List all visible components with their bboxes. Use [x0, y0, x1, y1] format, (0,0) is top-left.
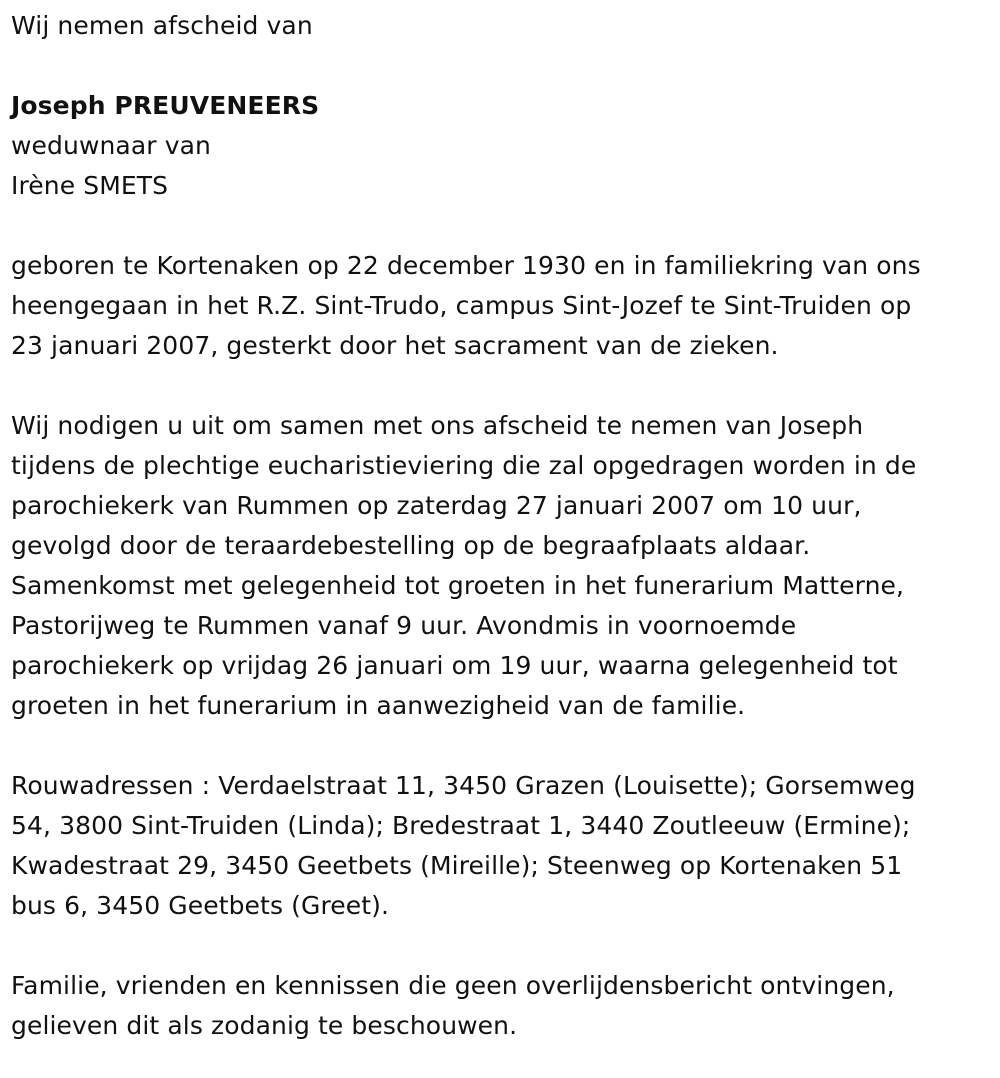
text-line: parochiekerk op vrijdag 26 januari om 19 uur, waarna gelegenheid tot [11, 651, 898, 680]
text-line: gevolgd door de teraardebestelling op de begraafplaats aldaar. [11, 531, 811, 560]
death-notice [11, 6, 986, 1046]
text-line: Wij nodigen u uit om samen met ons afscheid te nemen van Joseph [11, 411, 864, 440]
text-line: tijdens de plechtige eucharistieviering die zal opgedragen worden in de [11, 451, 917, 480]
text-line: Samenkomst met gelegenheid tot groeten in het funerarium Matterne, [11, 571, 905, 600]
text-line: Rouwadressen : Verdaelstraat 11, 3450 Grazen (Louisette); Gorsemweg [11, 771, 916, 800]
addresses-paragraph [11, 766, 986, 926]
text-line: Familie, vrienden en kennissen die geen overlijdensbericht ontvingen, [11, 971, 895, 1000]
spouse-name: Irène SMETS [11, 171, 169, 200]
text-line: 23 januari 2007, gesterkt door het sacrament van de zieken. [11, 331, 779, 360]
text-line: Kwadestraat 29, 3450 Geetbets (Mireille); Steenweg op Kortenaken 51 [11, 851, 903, 880]
closing-paragraph [11, 966, 986, 1046]
text-line: geboren te Kortenaken op 22 december 1930 en in familiekring van ons [11, 251, 921, 280]
text-line: 54, 3800 Sint-Truiden (Linda); Bredestraat 1, 3440 Zoutleeuw (Ermine); [11, 811, 911, 840]
text-line: gelieven dit als zodanig te beschouwen. [11, 1011, 518, 1040]
text-line: heengegaan in het R.Z. Sint-Trudo, campus Sint-Jozef te Sint-Truiden op [11, 291, 912, 320]
text-line: Pastorijweg te Rummen vanaf 9 uur. Avondmis in voornoemde [11, 611, 797, 640]
intro-text: Wij nemen afscheid van [11, 11, 313, 40]
service-paragraph [11, 406, 986, 726]
deceased-name: Joseph PREUVENEERS [11, 91, 320, 120]
text-line: parochiekerk van Rummen op zaterdag 27 januari 2007 om 10 uur, [11, 491, 862, 520]
text-line: bus 6, 3450 Geetbets (Greet). [11, 891, 390, 920]
text-line: groeten in het funerarium in aanwezigheid van de familie. [11, 691, 746, 720]
birth-paragraph [11, 246, 986, 366]
relation-text: weduwnaar van [11, 131, 211, 160]
